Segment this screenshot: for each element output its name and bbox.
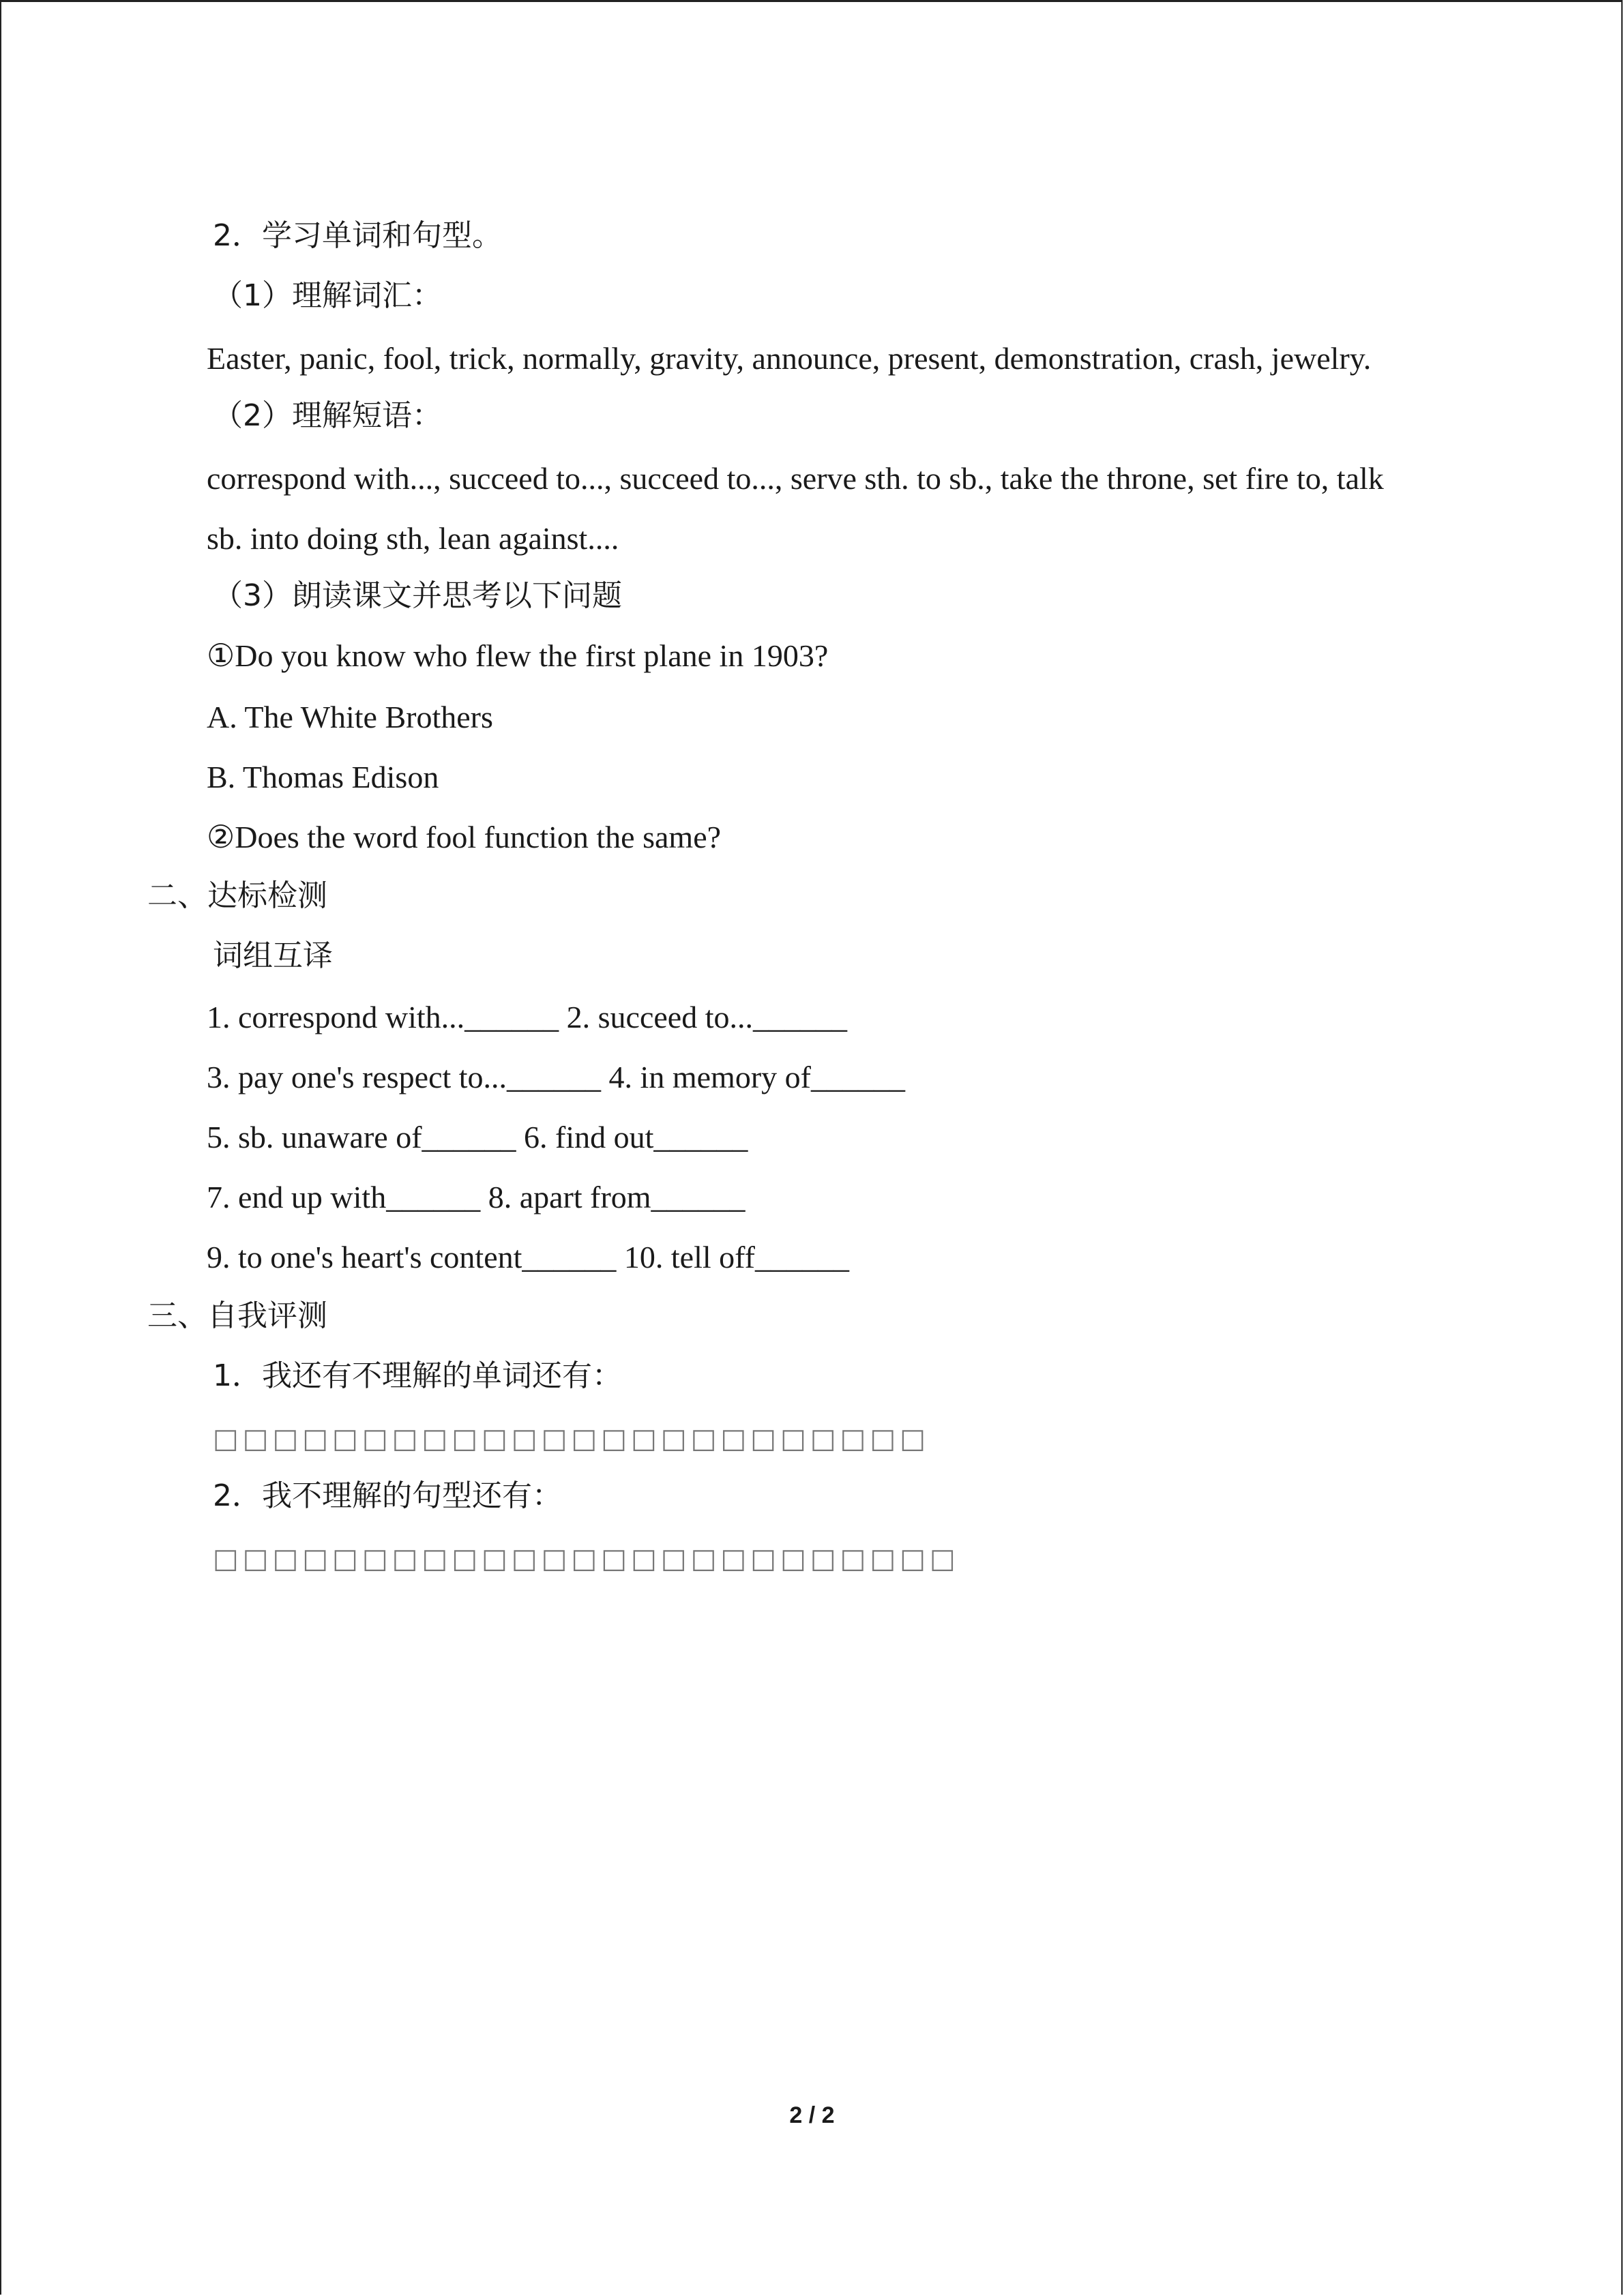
question-1-option-b: B. Thomas Edison (207, 760, 439, 794)
step2-heading: 2．学习单词和句型。 (213, 218, 502, 253)
page-number: 2 / 2 (789, 2102, 835, 2128)
self-check-question-1: 1．我还有不理解的单词还有： (213, 1358, 622, 1393)
translation-item: 7. end up with______ 8. apart from______ (207, 1180, 745, 1214)
phrases-line-2: sb. into doing sth, lean against.... (207, 521, 619, 556)
answer-boxes-1: □□□□□□□□□□□□□□□□□□□□□□□□ (213, 1423, 930, 1455)
question-1-option-a: A. The White Brothers (207, 700, 493, 734)
translation-item: 3. pay one's respect to...______ 4. in memory of______ (207, 1060, 905, 1094)
vocab-text: Easter, panic, fool, trick, normally, gravity, announce, present, demonstration, crash, jewelry. (207, 341, 1372, 376)
reading-label: （3）朗读课文并思考以下问题 (213, 578, 622, 613)
answer-boxes-2: □□□□□□□□□□□□□□□□□□□□□□□□□ (213, 1543, 960, 1575)
phrases-line-1: correspond with..., succeed to..., succeed to..., serve sth. to sb., take the throne, set fire to, talk (207, 461, 1384, 496)
translation-item: 9. to one's heart's content______ 10. tell off______ (207, 1240, 849, 1274)
question-2: ②Does the word fool function the same? (207, 820, 722, 854)
self-check-question-2: 2．我不理解的句型还有： (213, 1478, 562, 1513)
section-2-subtitle: 词组互译 (213, 938, 333, 973)
section-2-title: 二、达标检测 (147, 878, 327, 913)
section-3-title: 三、自我评测 (147, 1298, 327, 1333)
translation-item: 5. sb. unaware of______ 6. find out______ (207, 1120, 748, 1154)
vocab-label: （1）理解词汇： (213, 278, 442, 313)
phrases-label: （2）理解短语： (213, 398, 442, 433)
question-1: ①Do you know who flew the first plane in 1903? (207, 638, 829, 673)
translation-item: 1. correspond with...______ 2. succeed to...______ (207, 1000, 848, 1034)
